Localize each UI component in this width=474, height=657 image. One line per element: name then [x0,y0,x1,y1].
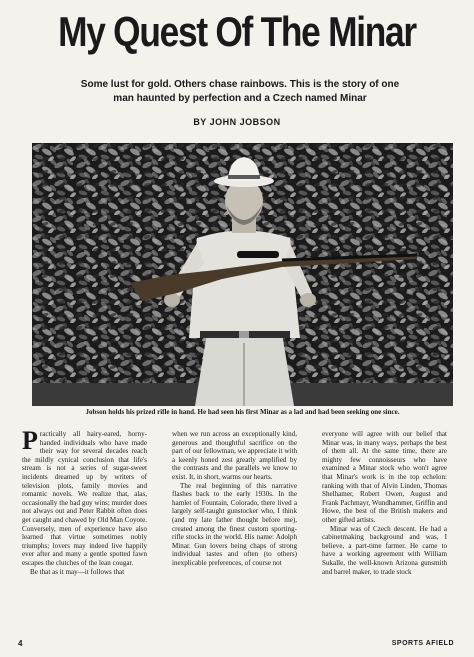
article-title: My Quest Of The Minar [58,8,416,55]
drop-cap: P [22,430,38,455]
paragraph-text: ractically all hairy-eared, horny-handed individuals who have made their way for several decades reach the mildly cynical conclusion that life's stream is not a series of sugar-sweet incidents dreamed up by writers of television plots, family movies and romantic novels. We realize that, alas, occasionally the bad guy wins; murder does not always out and Peter Rabbit often does get caught and chawed by Old Man Coyote. Conversely, men of experience have also learned that virtue sometimes nobly triumphs; lovers may indeed live happily ever after and many a gentle spotted fawn escapes the clutches of the lean cougar. [22,430,147,567]
paragraph: when we run across an exceptionally kind, generous and thoughtful sacrifice on the part of our fellowman, we appreciate it with a keenly honed zest greatly amplified by the contrasts and the parallels we know to exist. It, in short, warms our hearts. [172,430,297,481]
article-deck [60,78,420,106]
paragraph: Be that as it may—it follows that [30,567,125,576]
paragraph [22,430,147,568]
byline: BY JOHN JOBSON [193,117,281,127]
paragraph: The real beginning of this narrative flashes back to the early 1930s. In the hamlet of Fountain, Colorado, there lived a largely self-taught gunstocker who, I think (and my late father thought before me), created among the finest custom sporting-rifle stocks in the world. His name: Adolph Minar. Gun lovers being chaps of strong individual tastes and often (to others) inexplicable preferences, of course not [172,481,297,567]
paragraph: Minar was of Czech descent. He had a cabinetmaking background and was, I believe, a part-time farmer. He came to have a working agreement with William Sukalle, the well-known Arizona gunsmith and barrel maker, to trade stock [322,524,447,576]
deck-line-2: man haunted by perfection and a Czech named Minar [113,93,367,104]
deck-line-1: Some lust for gold. Others chase rainbows. This is the story of one [80,79,400,90]
magazine-name: SPORTS AFIELD [391,640,454,647]
body-column-2 [172,430,297,632]
paragraph: everyone will agree with our belief that Minar was, in many ways, perhaps the best of them all. At the same time, there are mighty few connoisseurs who have examined a Minar stock who won't agree that Minar's work is in the top echelon: ranking with that of Alvin Linden, Thomas Shelhamer, Robert Owen, August and Frank Pachmayr, Wundhammer, Griffin and Howe, the best of the British makers and other gifted artists. [322,430,447,524]
body-column-1 [22,430,147,632]
body-column-3 [322,430,447,632]
article-photo [32,143,453,406]
photo-caption: Jobson holds his prized rifle in hand. He had seen his first Minar as a lad and had been seeking one since. [85,408,400,416]
page-number: 4 [18,639,23,648]
photo-illustration [32,143,453,406]
